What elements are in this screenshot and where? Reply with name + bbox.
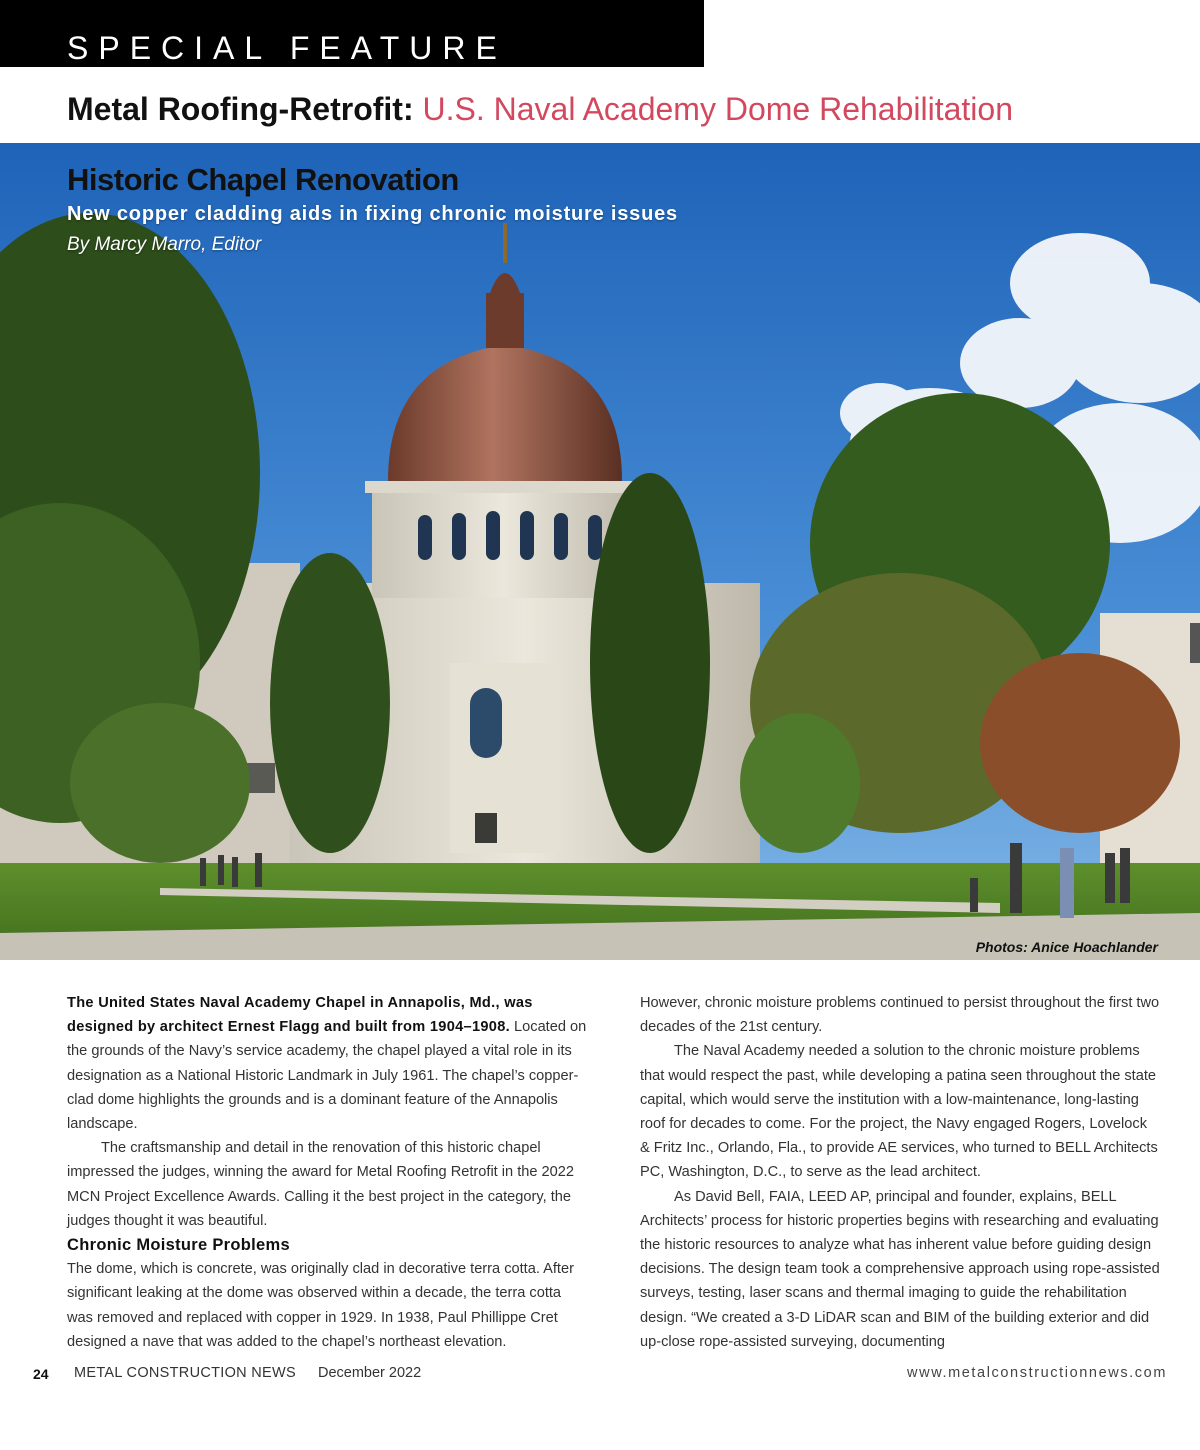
page-headline — [67, 91, 1013, 128]
publication-name: METAL CONSTRUCTION NEWS — [74, 1365, 296, 1381]
chapel-photo-illustration — [0, 143, 1200, 960]
page-number: 24 — [33, 1366, 49, 1382]
headline-topic: U.S. Naval Academy Dome Rehabilitation — [422, 91, 1013, 127]
photo-credit: Photos: Anice Hoachlander — [975, 939, 1158, 955]
body-paragraph: The craftsmanship and detail in the renovation of this historic chapel impressed the judges, winning the award for Metal Roofing Retrofit in the 2022 MCN Project Excellence Awards. Calling it the best project in the category, the judges thought it was beautiful. — [67, 1140, 575, 1229]
section-banner — [0, 0, 704, 67]
body-paragraph: As David Bell, FAIA, LEED AP, principal and founder, explains, BELL Architects’ process for historic properties begins with researching and evaluating the historic resources to analyze what has inherent value before guiding design decisions. The design team took a comprehensive approach using rope-assisted surveys, testing, laser scans and thermal imaging to guide the rehabilitation design. “We created a 3-D LiDAR scan and BIM of the building exterior and did up-close rope-assisted surveying, documenting — [640, 1188, 1160, 1350]
lead-text: Located on the grounds of the Navy’s service academy, the chapel played a vital role in its designation as a National Historic Landmark in July 1961. The chapel’s copper-clad dome highlights the grounds and is a dominant feature of the Annapolis landscape. — [67, 1019, 587, 1133]
lead-paragraph — [67, 991, 587, 1136]
story-deck: New copper cladding aids in fixing chronic moisture issues — [67, 203, 678, 225]
byline: By Marcy Marro, Editor — [67, 234, 262, 255]
body-column-left — [67, 991, 587, 1354]
body-paragraph: The dome, which is concrete, was originally clad in decorative terra cotta. After significant leaking at the dome was observed within a decade, the terra cotta was removed and replaced with copper in 1929. In 1938, Paul Phillippe Cret designed a nave that was added to the chapel’s northeast elevation. — [67, 1261, 574, 1350]
body-column-right — [640, 991, 1160, 1354]
story-title: Historic Chapel Renovation — [67, 162, 459, 197]
headline-category: Metal Roofing-Retrofit: — [67, 91, 414, 127]
body-paragraph: However, chronic moisture problems continued to persist throughout the first two decades of the 21st century. — [640, 995, 1160, 1036]
section-label: SPECIAL FEATURE — [67, 30, 507, 66]
hero-photo — [0, 143, 1200, 960]
section-subhead: Chronic Moisture Problems — [67, 1236, 290, 1255]
issue-date: December 2022 — [318, 1365, 422, 1381]
website-link[interactable]: www.metalconstructionnews.com — [907, 1365, 1167, 1381]
lead-bold-text: The United States Naval Academy Chapel in Annapolis, Md., was designed by architect Ernest Flagg and built from 1904–1908. — [67, 995, 533, 1036]
body-paragraph: The Naval Academy needed a solution to the chronic moisture problems that would respect the past, while developing a patina seen throughout the state capital, which would serve the institution with a low-maintenance, long-lasting roof for decades to come. For the project, the Navy engaged Rogers, Lovelock & Fritz Inc., Orlando, Fla., to provide AE services, who turned to BELL Architects PC, Washington, D.C., to serve as the lead architect. — [640, 1043, 1158, 1181]
